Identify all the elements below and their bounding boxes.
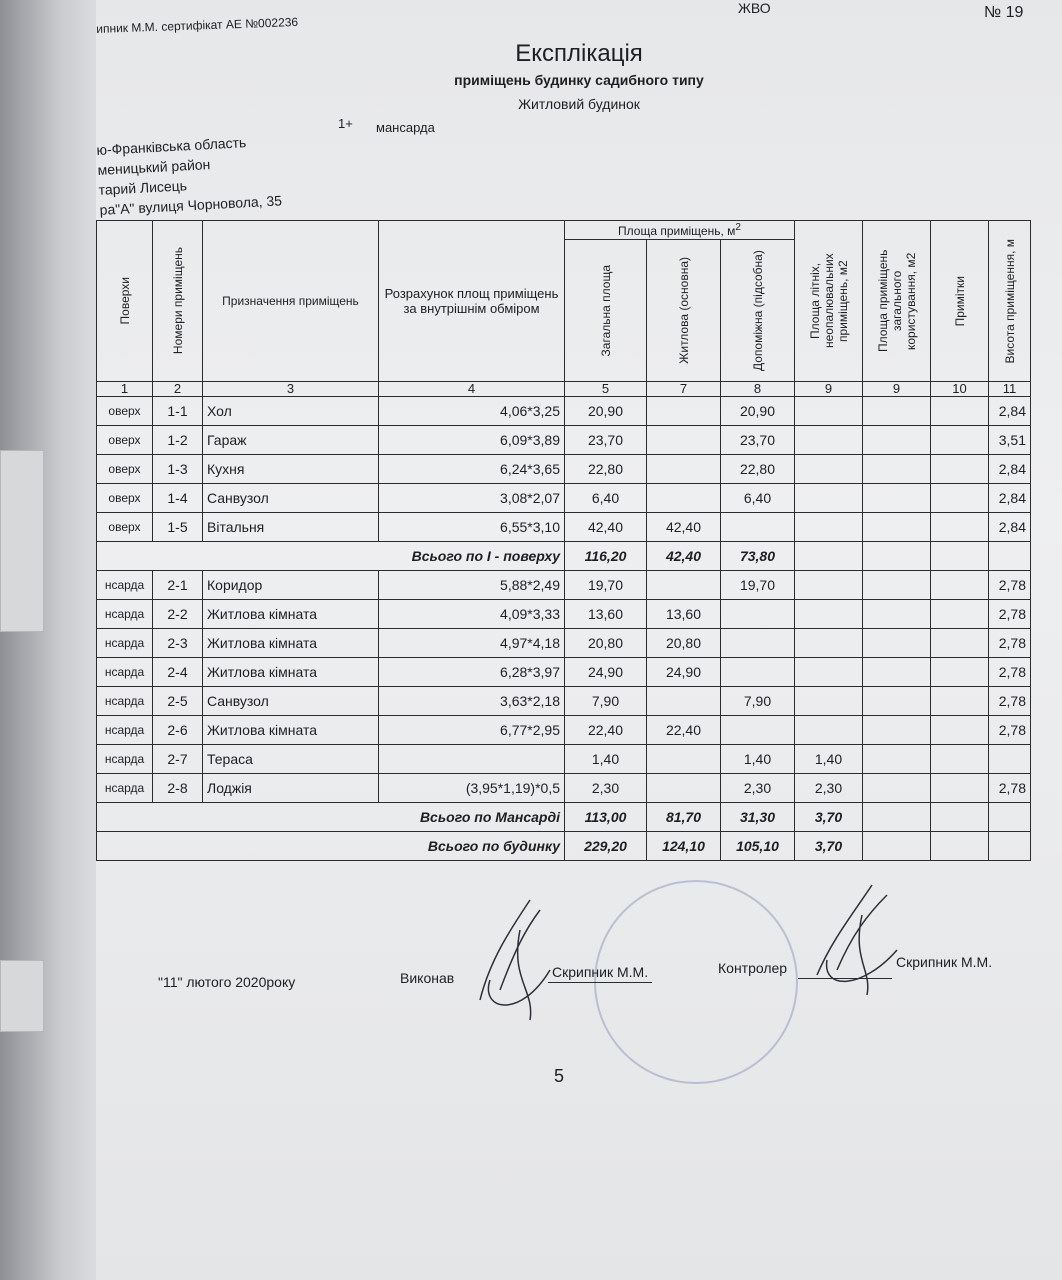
- address-district: меницький район: [97, 156, 211, 178]
- row-shared: [863, 774, 931, 803]
- row-purpose: Житлова кімната: [203, 600, 379, 629]
- row-shared: [863, 484, 931, 513]
- row-summer: [795, 629, 863, 658]
- row-shared: [863, 426, 931, 455]
- grand-total-label: Всього по будинку: [97, 832, 565, 861]
- row-room-number: 1-5: [153, 513, 203, 542]
- row-notes: [931, 513, 989, 542]
- row-aux: 2,30: [721, 774, 795, 803]
- row-notes: [931, 658, 989, 687]
- row-height: 2,78: [989, 600, 1031, 629]
- header-height: Висота приміщення, м: [1002, 238, 1017, 364]
- address-region: ю-Франківська область: [96, 134, 247, 158]
- table-row: [97, 716, 1031, 745]
- executor-name: Скрипник М.М.: [552, 964, 649, 980]
- row-total: 42,40: [565, 513, 647, 542]
- row-floor: нсарда: [97, 774, 153, 803]
- signing-date: "11" лютого 2020року: [158, 974, 296, 990]
- table-row: [97, 600, 1031, 629]
- row-summer: [795, 716, 863, 745]
- row-total: 13,60: [565, 600, 647, 629]
- header-total-area: Загальна площа: [598, 264, 613, 357]
- header-room-number: Номери приміщень: [170, 247, 185, 355]
- explication-table: [96, 220, 1031, 861]
- row-height: 2,78: [989, 571, 1031, 600]
- page-tab-1: [0, 450, 44, 632]
- row-calc: 4,06*3,25: [379, 397, 565, 426]
- row-summer: [795, 600, 863, 629]
- row-floor: оверх: [97, 426, 153, 455]
- page-subtitle: приміщень будинку садибного типу: [454, 72, 704, 88]
- row-floor: нсарда: [97, 687, 153, 716]
- row-shared: [863, 629, 931, 658]
- row-living: [647, 774, 721, 803]
- row-shared: [863, 600, 931, 629]
- grand-total-living: 124,10: [647, 832, 721, 861]
- row-calc: 4,97*4,18: [379, 629, 565, 658]
- row-living: [647, 455, 721, 484]
- row-floor: нсарда: [97, 658, 153, 687]
- row-purpose: Вітальня: [203, 513, 379, 542]
- row-purpose: Кухня: [203, 455, 379, 484]
- row-room-number: 2-6: [153, 716, 203, 745]
- row-floor: оверх: [97, 455, 153, 484]
- row-aux: 20,90: [721, 397, 795, 426]
- row-notes: [931, 397, 989, 426]
- col-num: 5: [565, 382, 647, 397]
- controller-line: [798, 978, 892, 979]
- row-total: 7,90: [565, 687, 647, 716]
- row-purpose: Санвузол: [203, 484, 379, 513]
- row-shared: [863, 571, 931, 600]
- row-notes: [931, 774, 989, 803]
- subtotal1-summer: [795, 542, 863, 571]
- row-room-number: 2-2: [153, 600, 203, 629]
- row-notes: [931, 571, 989, 600]
- row-room-number: 2-5: [153, 687, 203, 716]
- row-living: 24,90: [647, 658, 721, 687]
- row-aux: 23,70: [721, 426, 795, 455]
- page-title: Експлікація: [515, 40, 643, 67]
- grand-total-total: 229,20: [565, 832, 647, 861]
- row-aux: [721, 513, 795, 542]
- controller-signature: [802, 880, 912, 1000]
- row-floor: нсарда: [97, 629, 153, 658]
- row-calc: 6,77*2,95: [379, 716, 565, 745]
- table-header-row: [97, 221, 1031, 240]
- subtotal2-total: 113,00: [565, 803, 647, 832]
- row-total: 19,70: [565, 571, 647, 600]
- row-height: 2,84: [989, 397, 1031, 426]
- table-row: [97, 397, 1031, 426]
- header-notes: Примітки: [952, 275, 967, 327]
- row-floor: оверх: [97, 513, 153, 542]
- row-aux: 7,90: [721, 687, 795, 716]
- row-total: 22,80: [565, 455, 647, 484]
- row-shared: [863, 716, 931, 745]
- row-summer: [795, 658, 863, 687]
- column-number-row: [97, 382, 1031, 397]
- row-shared: [863, 745, 931, 774]
- address-block: [96, 130, 282, 219]
- subtotal1-living: 42,40: [647, 542, 721, 571]
- row-total: 6,40: [565, 484, 647, 513]
- row-purpose: Житлова кімната: [203, 658, 379, 687]
- row-total: 20,90: [565, 397, 647, 426]
- controller-name: Скрипник М.М.: [896, 954, 993, 970]
- row-height: 2,84: [989, 484, 1031, 513]
- row-calc: 3,08*2,07: [379, 484, 565, 513]
- row-floor: нсарда: [97, 745, 153, 774]
- row-shared: [863, 397, 931, 426]
- row-total: 20,80: [565, 629, 647, 658]
- header-calc: Розрахунок площ приміщень за внутрішнім обміром: [379, 221, 565, 382]
- header-living: Житлова (основна): [676, 257, 691, 364]
- table-row: [97, 513, 1031, 542]
- row-summer: 1,40: [795, 745, 863, 774]
- row-height: 2,84: [989, 455, 1031, 484]
- row-summer: [795, 571, 863, 600]
- row-purpose: Коридор: [203, 571, 379, 600]
- subtotal2-living: 81,70: [647, 803, 721, 832]
- row-room-number: 1-3: [153, 455, 203, 484]
- row-calc: 6,24*3,65: [379, 455, 565, 484]
- row-living: 22,40: [647, 716, 721, 745]
- row-aux: [721, 716, 795, 745]
- table-row: [97, 455, 1031, 484]
- col-num: 3: [203, 382, 379, 397]
- row-living: [647, 745, 721, 774]
- row-notes: [931, 484, 989, 513]
- header-area-text: Площа приміщень, м: [618, 224, 736, 238]
- row-room-number: 1-1: [153, 397, 203, 426]
- table-row: [97, 629, 1031, 658]
- row-summer: 2,30: [795, 774, 863, 803]
- grand-total-summer: 3,70: [795, 832, 863, 861]
- row-floor: нсарда: [97, 716, 153, 745]
- row-living: [647, 426, 721, 455]
- col-num: 1: [97, 382, 153, 397]
- row-calc: 6,28*3,97: [379, 658, 565, 687]
- row-shared: [863, 687, 931, 716]
- header-summer: Площа літніх, неопалювальних приміщень, м2: [807, 253, 850, 349]
- row-summer: [795, 513, 863, 542]
- row-summer: [795, 455, 863, 484]
- header-purpose: Призначення приміщень: [203, 221, 379, 382]
- row-height: [989, 745, 1031, 774]
- floor1-rows: [97, 397, 1031, 542]
- row-total: 1,40: [565, 745, 647, 774]
- table-row: [97, 774, 1031, 803]
- row-notes: [931, 426, 989, 455]
- row-aux: 22,80: [721, 455, 795, 484]
- row-purpose: Житлова кімната: [203, 716, 379, 745]
- row-total: 23,70: [565, 426, 647, 455]
- row-living: [647, 397, 721, 426]
- row-summer: [795, 484, 863, 513]
- row-room-number: 1-2: [153, 426, 203, 455]
- header-aux: Допоміжна (підсобна): [750, 250, 765, 371]
- subtotal1-total: 116,20: [565, 542, 647, 571]
- row-room-number: 1-4: [153, 484, 203, 513]
- binder-edge: [0, 0, 100, 1280]
- row-room-number: 2-4: [153, 658, 203, 687]
- row-height: 2,78: [989, 774, 1031, 803]
- row-height: 2,78: [989, 687, 1031, 716]
- row-floor: нсарда: [97, 571, 153, 600]
- address-village: тарий Лисець: [98, 177, 188, 198]
- row-summer: [795, 426, 863, 455]
- header-shared: Площа приміщень загального користування, м2: [875, 249, 918, 353]
- row-calc: 6,09*3,89: [379, 426, 565, 455]
- subtotal1-label: Всього по І - поверху: [97, 542, 565, 571]
- row-total: 24,90: [565, 658, 647, 687]
- col-num: 7: [647, 382, 721, 397]
- col-num: 8: [721, 382, 795, 397]
- header-area-sup: 2: [735, 222, 741, 233]
- row-notes: [931, 745, 989, 774]
- col-num: 2: [153, 382, 203, 397]
- row-aux: [721, 629, 795, 658]
- col-num: 9: [863, 382, 931, 397]
- floor-label: мансарда: [376, 120, 435, 135]
- row-floor: нсарда: [97, 600, 153, 629]
- row-notes: [931, 455, 989, 484]
- row-calc: 5,88*2,49: [379, 571, 565, 600]
- subtotal2-summer: 3,70: [795, 803, 863, 832]
- row-aux: 1,40: [721, 745, 795, 774]
- row-summer: [795, 687, 863, 716]
- row-room-number: 2-7: [153, 745, 203, 774]
- controller-label: Контролер: [718, 960, 788, 976]
- table-row: [97, 687, 1031, 716]
- row-purpose: Хол: [203, 397, 379, 426]
- row-total: 2,30: [565, 774, 647, 803]
- row-height: 2,78: [989, 629, 1031, 658]
- header-floor: Поверхи: [117, 277, 132, 325]
- certificate-text: ипник М.М. сертифікат АЕ №002236: [96, 14, 299, 36]
- row-notes: [931, 629, 989, 658]
- row-purpose: Тераса: [203, 745, 379, 774]
- row-purpose: Гараж: [203, 426, 379, 455]
- org-code: ЖВО: [738, 0, 771, 16]
- row-living: 20,80: [647, 629, 721, 658]
- row-living: [647, 571, 721, 600]
- col-num: 9: [795, 382, 863, 397]
- table-row: [97, 484, 1031, 513]
- executor-label: Виконав: [400, 970, 455, 986]
- table-row: [97, 426, 1031, 455]
- floor-marker: 1+: [338, 116, 353, 131]
- row-floor: оверх: [97, 484, 153, 513]
- address-street: ра"А" вулиця Чорновола, 35: [99, 192, 283, 218]
- subtotal1-aux: 73,80: [721, 542, 795, 571]
- row-notes: [931, 600, 989, 629]
- page-tab-2: [0, 960, 44, 1032]
- row-calc: 3,63*2,18: [379, 687, 565, 716]
- row-floor: оверх: [97, 397, 153, 426]
- col-num: 11: [989, 382, 1031, 397]
- row-purpose: Лоджія: [203, 774, 379, 803]
- row-living: 13,60: [647, 600, 721, 629]
- row-living: [647, 484, 721, 513]
- row-calc: 4,09*3,33: [379, 600, 565, 629]
- subtotal-floor1-row: [97, 542, 1031, 571]
- row-summer: [795, 397, 863, 426]
- grand-total-aux: 105,10: [721, 832, 795, 861]
- row-living: [647, 687, 721, 716]
- row-shared: [863, 455, 931, 484]
- row-room-number: 2-3: [153, 629, 203, 658]
- document-number: № 19: [984, 4, 1024, 21]
- subtotal2-aux: 31,30: [721, 803, 795, 832]
- row-aux: [721, 658, 795, 687]
- row-room-number: 2-1: [153, 571, 203, 600]
- row-shared: [863, 658, 931, 687]
- row-shared: [863, 513, 931, 542]
- row-aux: 6,40: [721, 484, 795, 513]
- table-row: [97, 571, 1031, 600]
- row-calc: [379, 745, 565, 774]
- attic-rows: [97, 571, 1031, 803]
- executor-line: [548, 982, 652, 983]
- row-living: 42,40: [647, 513, 721, 542]
- col-num: 10: [931, 382, 989, 397]
- row-height: 2,78: [989, 716, 1031, 745]
- row-purpose: Санвузол: [203, 687, 379, 716]
- row-room-number: 2-8: [153, 774, 203, 803]
- grand-total-row: [97, 832, 1031, 861]
- row-height: 3,51: [989, 426, 1031, 455]
- table-row: [97, 745, 1031, 774]
- row-calc: (3,95*1,19)*0,5: [379, 774, 565, 803]
- row-aux: [721, 600, 795, 629]
- row-aux: 19,70: [721, 571, 795, 600]
- subtotal2-label: Всього по Мансарді: [97, 803, 565, 832]
- executor-signature: [460, 890, 570, 1030]
- table-row: [97, 658, 1031, 687]
- subtotal-attic-row: [97, 803, 1031, 832]
- page-number: 5: [554, 1066, 565, 1086]
- row-notes: [931, 687, 989, 716]
- document-page: [96, 0, 1062, 1280]
- building-type: Житловий будинок: [518, 96, 640, 112]
- row-total: 22,40: [565, 716, 647, 745]
- col-num: 4: [379, 382, 565, 397]
- row-height: 2,78: [989, 658, 1031, 687]
- row-purpose: Житлова кімната: [203, 629, 379, 658]
- row-notes: [931, 716, 989, 745]
- row-calc: 6,55*3,10: [379, 513, 565, 542]
- header-area-group: [565, 221, 795, 240]
- row-height: 2,84: [989, 513, 1031, 542]
